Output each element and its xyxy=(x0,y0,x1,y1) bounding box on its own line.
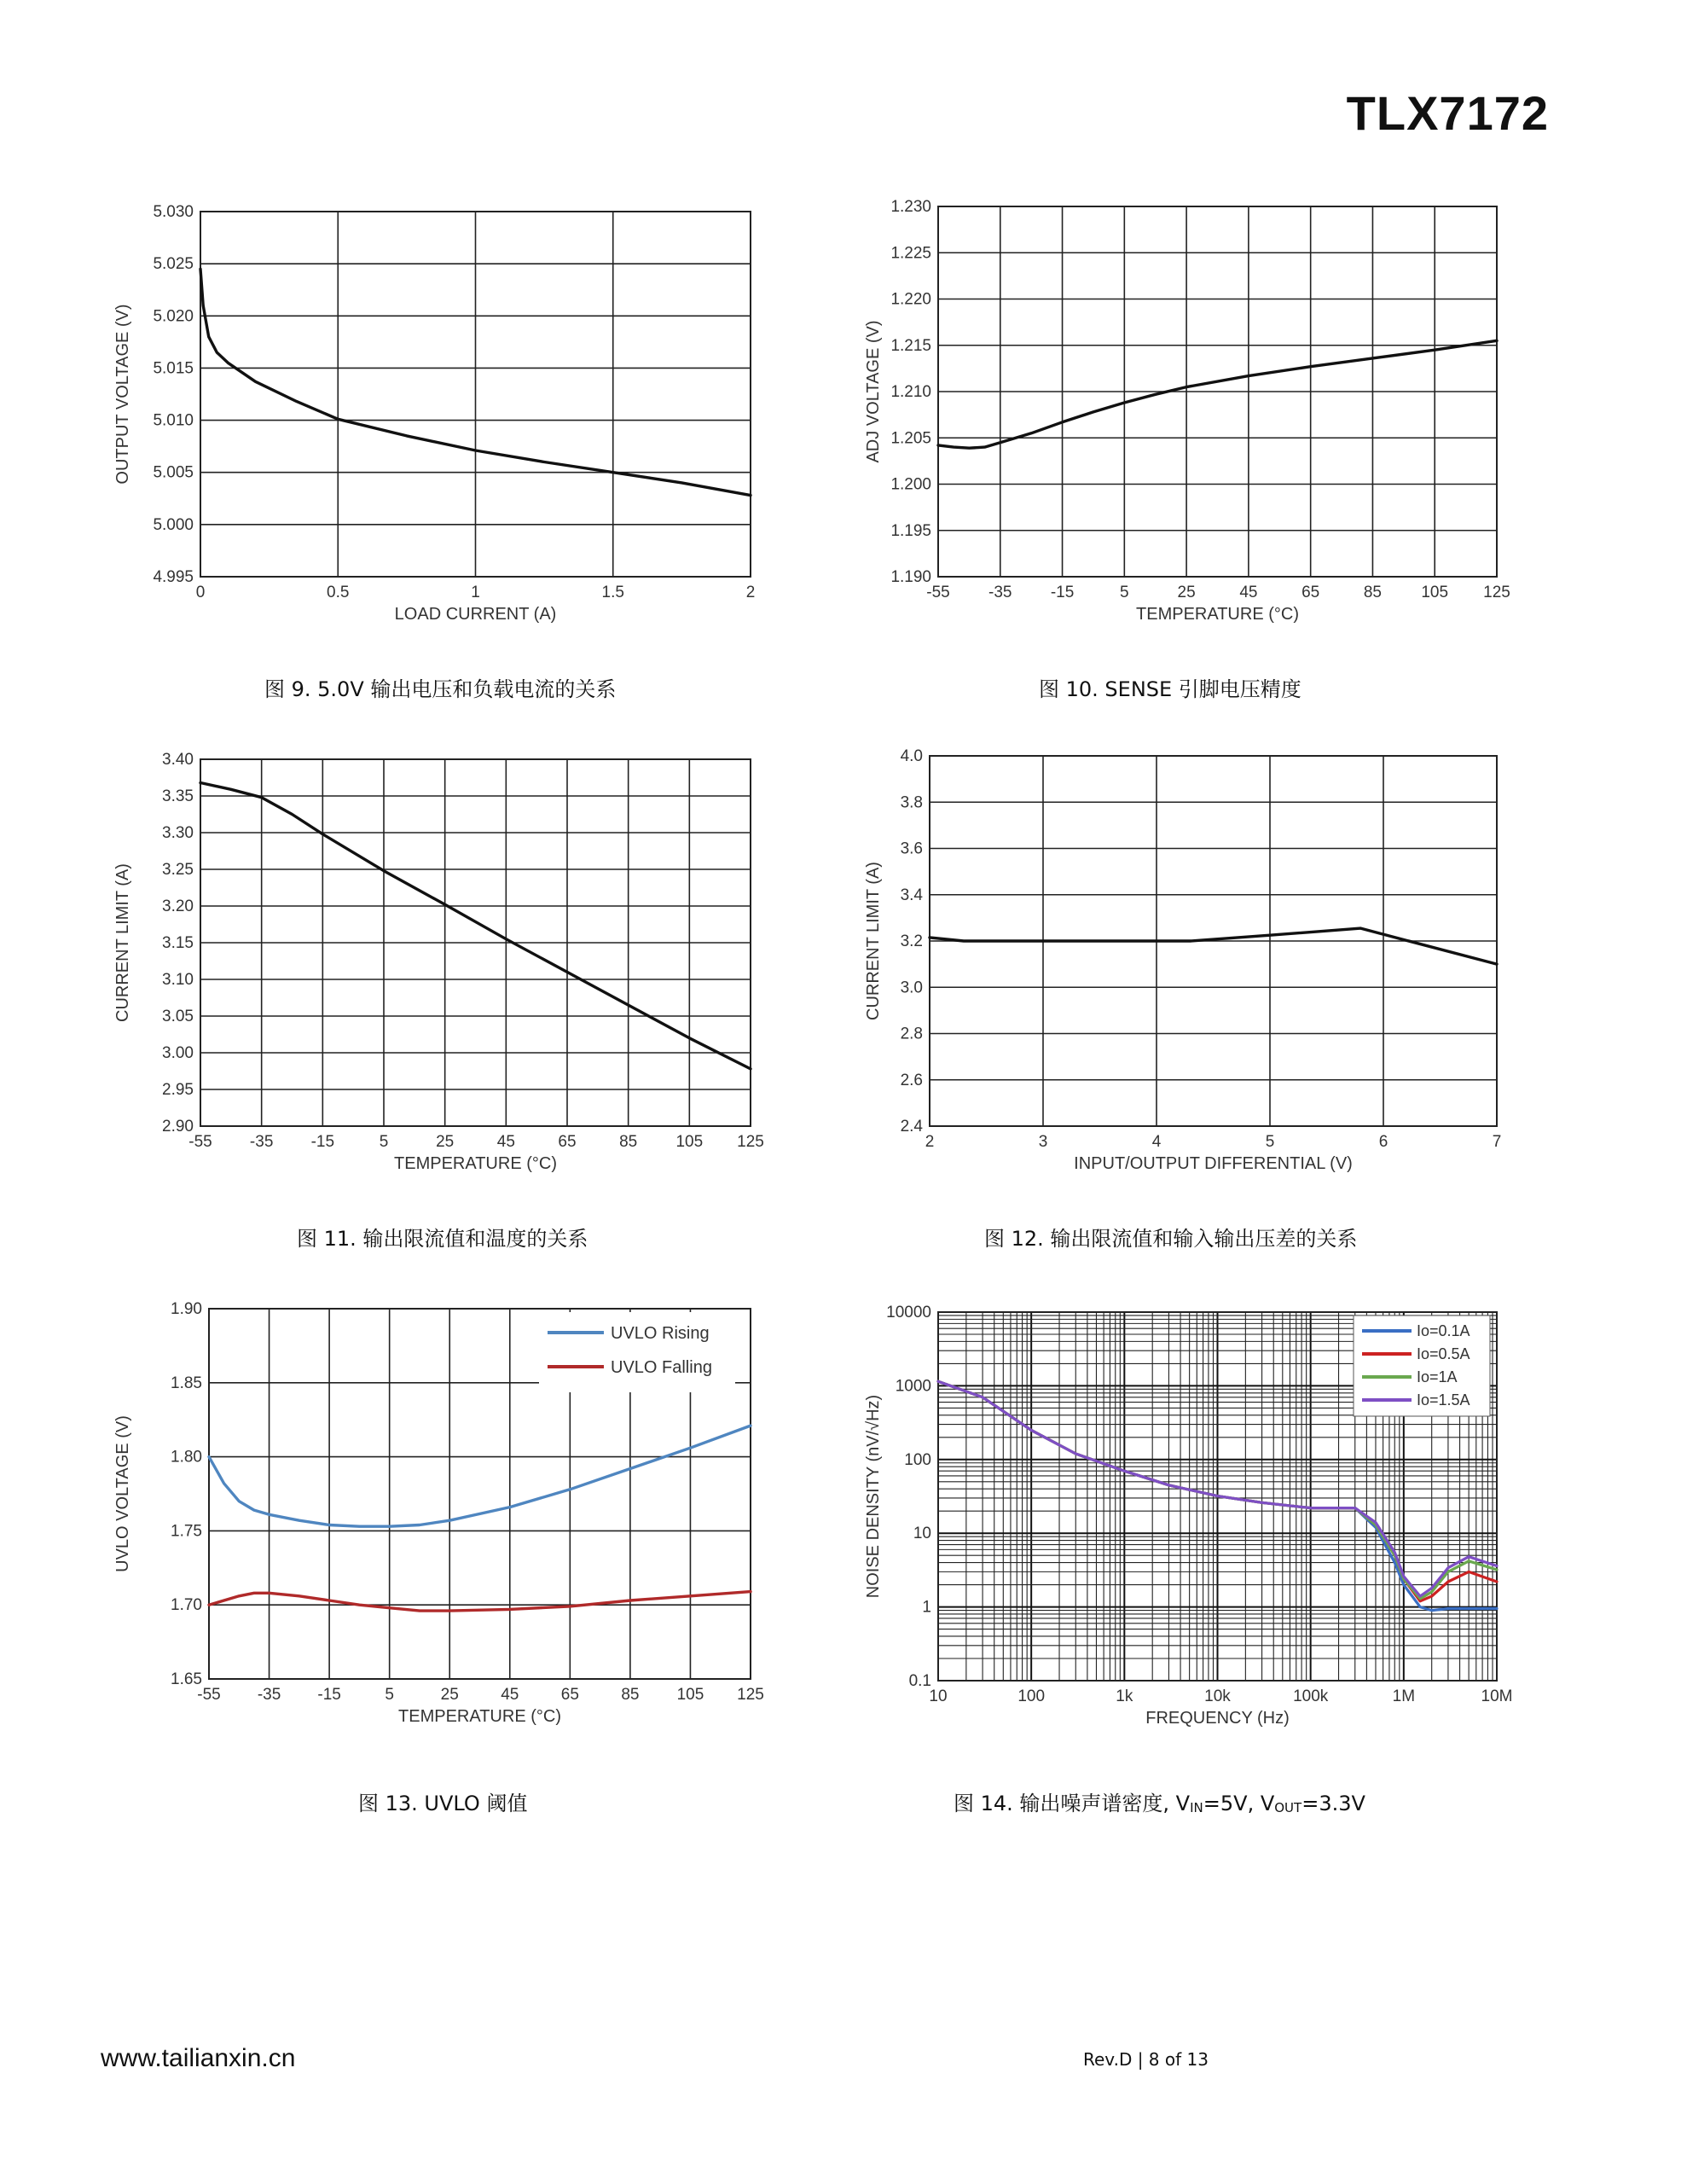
caption-fig14-vin-sub: IN xyxy=(1190,1800,1203,1815)
caption-fig13: 图 13. UVLO 阈值 xyxy=(358,1792,528,1815)
x-tick-label: 2 xyxy=(745,584,756,601)
legend xyxy=(539,1312,735,1392)
y-tick-label: 3.25 xyxy=(162,861,194,879)
legend-entry: Io=0.1A xyxy=(1417,1322,1470,1339)
y-tick-label: 1 xyxy=(922,1598,931,1617)
y-tick-label: 1.80 xyxy=(171,1448,202,1467)
y-tick-label: 1.220 xyxy=(890,290,931,309)
legend-entry: UVLO Falling xyxy=(611,1358,712,1377)
legend-entry: Io=1.5A xyxy=(1417,1391,1470,1409)
y-tick-label: 0.1 xyxy=(908,1672,931,1690)
caption-fig14-suffix: =3.3V xyxy=(1301,1792,1365,1815)
y-tick-label: 5.020 xyxy=(153,307,194,326)
x-tick-label: 65 xyxy=(1301,584,1320,601)
x-tick-label: 100 xyxy=(1017,1687,1046,1705)
x-tick-label: 85 xyxy=(1363,584,1383,601)
series-line-2 xyxy=(209,1592,751,1612)
x-tick-label: 25 xyxy=(440,1686,459,1704)
y-tick-label: 1000 xyxy=(895,1377,931,1396)
x-tick-label: -35 xyxy=(249,1133,274,1151)
chart-fig14 xyxy=(853,1295,1513,1739)
legend-entry: UVLO Rising xyxy=(611,1324,710,1343)
y-tick-label: 3.10 xyxy=(162,971,194,989)
y-tick-label: 1.200 xyxy=(890,475,931,494)
y-axis-label: OUTPUT VOLTAGE (V) xyxy=(113,304,132,485)
x-axis-label: TEMPERATURE (°C) xyxy=(1136,605,1299,624)
y-tick-label: 2.95 xyxy=(162,1081,194,1099)
y-axis-label: CURRENT LIMIT (A) xyxy=(113,863,132,1022)
caption-fig14-prefix: 图 14. 输出噪声谱密度, V xyxy=(954,1792,1191,1815)
x-tick-label: -35 xyxy=(988,584,1012,601)
x-tick-label: -15 xyxy=(317,1686,341,1704)
y-axis-label: CURRENT LIMIT (A) xyxy=(864,862,883,1020)
x-axis-label: LOAD CURRENT (A) xyxy=(394,605,557,624)
caption-fig11: 图 11. 输出限流值和温度的关系 xyxy=(297,1227,588,1251)
y-tick-label: 3.35 xyxy=(162,787,194,805)
y-tick-label: 1.85 xyxy=(171,1374,202,1392)
y-tick-label: 2.6 xyxy=(900,1071,923,1089)
y-tick-label: 10 xyxy=(913,1525,931,1543)
chart-fig11 xyxy=(102,742,764,1186)
y-tick-label: 1.195 xyxy=(890,521,931,540)
x-tick-label: -35 xyxy=(257,1686,281,1704)
y-tick-label: 5.015 xyxy=(153,359,194,378)
x-tick-label: 10M xyxy=(1481,1687,1513,1705)
y-tick-label: 3.05 xyxy=(162,1008,194,1025)
x-tick-label: 105 xyxy=(675,1133,704,1151)
x-axis-label: TEMPERATURE (°C) xyxy=(394,1154,557,1173)
y-tick-label: 10000 xyxy=(886,1304,931,1321)
fig14-svg xyxy=(853,1295,1513,1739)
chart-fig9 xyxy=(102,193,759,636)
x-tick-label: 1M xyxy=(1392,1687,1416,1705)
y-tick-label: 1.230 xyxy=(890,198,931,216)
y-tick-label: 2.90 xyxy=(162,1118,194,1136)
x-tick-label: 5 xyxy=(1265,1133,1275,1151)
x-tick-label: 100k xyxy=(1293,1687,1329,1705)
y-tick-label: 3.00 xyxy=(162,1044,194,1062)
y-tick-label: 1.225 xyxy=(890,244,931,263)
x-tick-label: 0.5 xyxy=(327,584,350,601)
x-tick-label: 125 xyxy=(737,1686,764,1704)
y-tick-label: 5.005 xyxy=(153,463,194,482)
x-tick-label: -55 xyxy=(197,1686,221,1704)
x-axis-label: TEMPERATURE (°C) xyxy=(398,1707,561,1726)
chart-fig12 xyxy=(853,742,1510,1186)
series-line-1 xyxy=(930,928,1497,964)
y-tick-label: 2.8 xyxy=(900,1025,923,1043)
x-tick-label: 10 xyxy=(929,1687,948,1705)
x-tick-label: 85 xyxy=(619,1133,638,1151)
x-tick-label: 65 xyxy=(560,1686,579,1704)
footer-url[interactable]: www.tailianxin.cn xyxy=(101,2044,296,2072)
x-tick-label: -55 xyxy=(188,1133,212,1151)
x-tick-label: -15 xyxy=(1050,584,1075,601)
y-tick-label: 1.210 xyxy=(890,383,931,401)
y-axis-label: ADJ VOLTAGE (V) xyxy=(864,320,883,463)
x-tick-label: 1k xyxy=(1116,1687,1133,1705)
y-tick-label: 1.190 xyxy=(890,568,931,586)
x-tick-label: 45 xyxy=(501,1686,519,1704)
y-tick-label: 4.0 xyxy=(900,747,923,765)
x-tick-label: 1 xyxy=(471,584,480,601)
legend xyxy=(1354,1316,1490,1416)
caption-fig14-mid: =5V, V xyxy=(1203,1792,1275,1815)
y-tick-label: 1.205 xyxy=(890,429,931,448)
y-tick-label: 1.90 xyxy=(171,1300,202,1318)
y-tick-label: 3.8 xyxy=(900,793,923,812)
y-tick-label: 5.000 xyxy=(153,515,194,534)
caption-fig10: 图 10. SENSE 引脚电压精度 xyxy=(1039,677,1301,701)
x-axis-label: INPUT/OUTPUT DIFFERENTIAL (V) xyxy=(1074,1154,1353,1173)
y-tick-label: 3.6 xyxy=(900,839,923,858)
x-tick-label: 4 xyxy=(1151,1133,1162,1151)
y-tick-label: 3.30 xyxy=(162,824,194,842)
x-tick-label: 5 xyxy=(385,1686,394,1704)
caption-fig12: 图 12. 输出限流值和输入输出压差的关系 xyxy=(984,1227,1358,1251)
x-tick-label: 45 xyxy=(496,1133,515,1151)
x-tick-label: 5 xyxy=(379,1133,389,1151)
x-tick-label: 25 xyxy=(436,1133,455,1151)
x-tick-label: 25 xyxy=(1177,584,1196,601)
x-tick-label: 0 xyxy=(195,584,206,601)
part-number: TLX7172 xyxy=(1346,86,1549,140)
series-line-1 xyxy=(200,783,751,1069)
x-tick-label: 3 xyxy=(1038,1133,1048,1151)
y-axis-label: UVLO VOLTAGE (V) xyxy=(113,1415,132,1572)
series-line-1 xyxy=(209,1426,751,1526)
y-tick-label: 1.215 xyxy=(890,336,931,355)
chart-fig10 xyxy=(853,193,1510,636)
fig10-grid xyxy=(938,206,1497,577)
y-tick-label: 3.20 xyxy=(162,897,194,915)
caption-fig14-vout-sub: OUT xyxy=(1274,1800,1302,1815)
fig12-svg xyxy=(853,742,1510,1186)
y-tick-label: 3.2 xyxy=(900,932,923,950)
y-tick-label: 3.40 xyxy=(162,751,194,769)
x-tick-label: 65 xyxy=(558,1133,577,1151)
footer-rev: Rev.D | 8 of 13 xyxy=(1083,2049,1209,2070)
chart-fig13 xyxy=(102,1295,764,1739)
x-tick-label: 7 xyxy=(1492,1133,1502,1151)
y-tick-label: 4.995 xyxy=(153,568,194,586)
y-tick-label: 1.75 xyxy=(171,1522,202,1541)
y-tick-label: 3.15 xyxy=(162,934,194,952)
legend-entry: Io=1A xyxy=(1417,1368,1458,1385)
y-tick-label: 5.010 xyxy=(153,411,194,430)
fig11-grid xyxy=(200,759,751,1126)
fig9-svg xyxy=(102,193,759,636)
x-axis-label: FREQUENCY (Hz) xyxy=(1145,1709,1290,1728)
x-tick-label: 125 xyxy=(1483,584,1510,601)
y-tick-label: 2.4 xyxy=(900,1118,923,1136)
y-tick-label: 3.4 xyxy=(900,886,923,904)
y-tick-label: 3.0 xyxy=(900,979,923,997)
caption-fig14 xyxy=(954,1786,1365,1816)
x-tick-label: 105 xyxy=(676,1686,704,1704)
x-tick-label: 10k xyxy=(1204,1687,1231,1705)
x-tick-label: 5 xyxy=(1120,584,1129,601)
caption-fig9: 图 9. 5.0V 输出电压和负载电流的关系 xyxy=(264,677,617,701)
y-tick-label: 100 xyxy=(904,1450,931,1469)
y-tick-label: 1.65 xyxy=(171,1670,202,1688)
x-tick-label: -15 xyxy=(310,1133,335,1151)
fig10-svg xyxy=(853,193,1510,636)
series-line-1 xyxy=(938,340,1497,448)
x-tick-label: -55 xyxy=(926,584,950,601)
x-tick-label: 1.5 xyxy=(601,584,624,601)
x-tick-label: 125 xyxy=(737,1133,764,1151)
x-tick-label: 6 xyxy=(1378,1133,1388,1151)
x-tick-label: 2 xyxy=(925,1133,935,1151)
x-tick-label: 85 xyxy=(621,1686,640,1704)
x-tick-label: 45 xyxy=(1239,584,1258,601)
x-tick-label: 105 xyxy=(1421,584,1449,601)
y-tick-label: 5.030 xyxy=(153,203,194,221)
fig13-svg xyxy=(102,1295,764,1739)
fig11-svg xyxy=(102,742,764,1186)
y-tick-label: 1.70 xyxy=(171,1596,202,1615)
y-axis-label: NOISE DENSITY (nV/√Hz) xyxy=(864,1394,883,1599)
legend-entry: Io=0.5A xyxy=(1417,1345,1470,1362)
y-tick-label: 5.025 xyxy=(153,255,194,274)
